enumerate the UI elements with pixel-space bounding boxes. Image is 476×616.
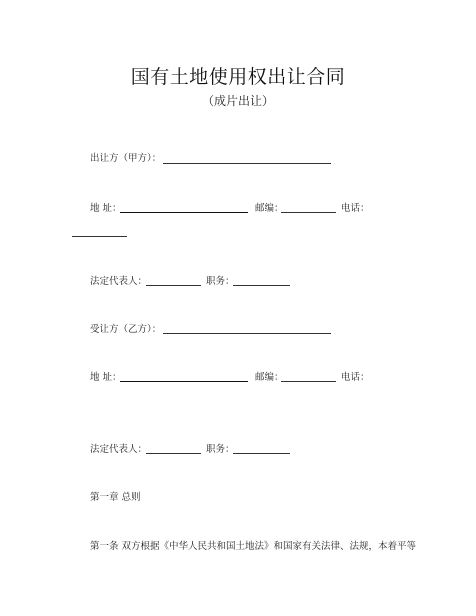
- rep-a-label: 法定代表人：: [90, 276, 148, 287]
- party-b-name-blank[interactable]: [163, 333, 331, 334]
- postcode-a-label: 邮编：: [255, 203, 284, 214]
- postcode-b-label: 邮编：: [255, 372, 284, 383]
- phone-b-label: 电话：: [341, 372, 370, 383]
- position-a-label: 职务：: [206, 276, 235, 287]
- party-b-label: 受让方（乙方）：: [90, 324, 162, 335]
- position-b-blank[interactable]: [233, 453, 290, 454]
- party-a-name-blank[interactable]: [163, 163, 331, 164]
- phone-a-blank[interactable]: [72, 236, 127, 237]
- postcode-a-blank[interactable]: [281, 212, 336, 213]
- address-b-blank[interactable]: [120, 381, 248, 382]
- address-a-label: 地 址：: [90, 203, 122, 214]
- chapter-1-heading: 第一章 总则: [90, 492, 141, 503]
- rep-b-label: 法定代表人：: [90, 444, 148, 455]
- address-b-label: 地 址：: [90, 372, 122, 383]
- document-title: 国有土地使用权出让合同: [130, 66, 346, 88]
- postcode-b-blank[interactable]: [281, 381, 336, 382]
- rep-a-blank[interactable]: [146, 285, 201, 286]
- phone-a-label: 电话：: [341, 203, 370, 214]
- document-subtitle: （成片出让）: [201, 94, 274, 108]
- rep-b-blank[interactable]: [146, 453, 201, 454]
- article-1-text: 第一条 双方根据《中华人民共和国土地法》和国家有关法律、法规，本着平等: [90, 541, 417, 552]
- position-a-blank[interactable]: [233, 285, 290, 286]
- address-a-blank[interactable]: [120, 212, 248, 213]
- position-b-label: 职务：: [206, 444, 235, 455]
- party-a-label: 出让方（甲方）：: [90, 153, 162, 164]
